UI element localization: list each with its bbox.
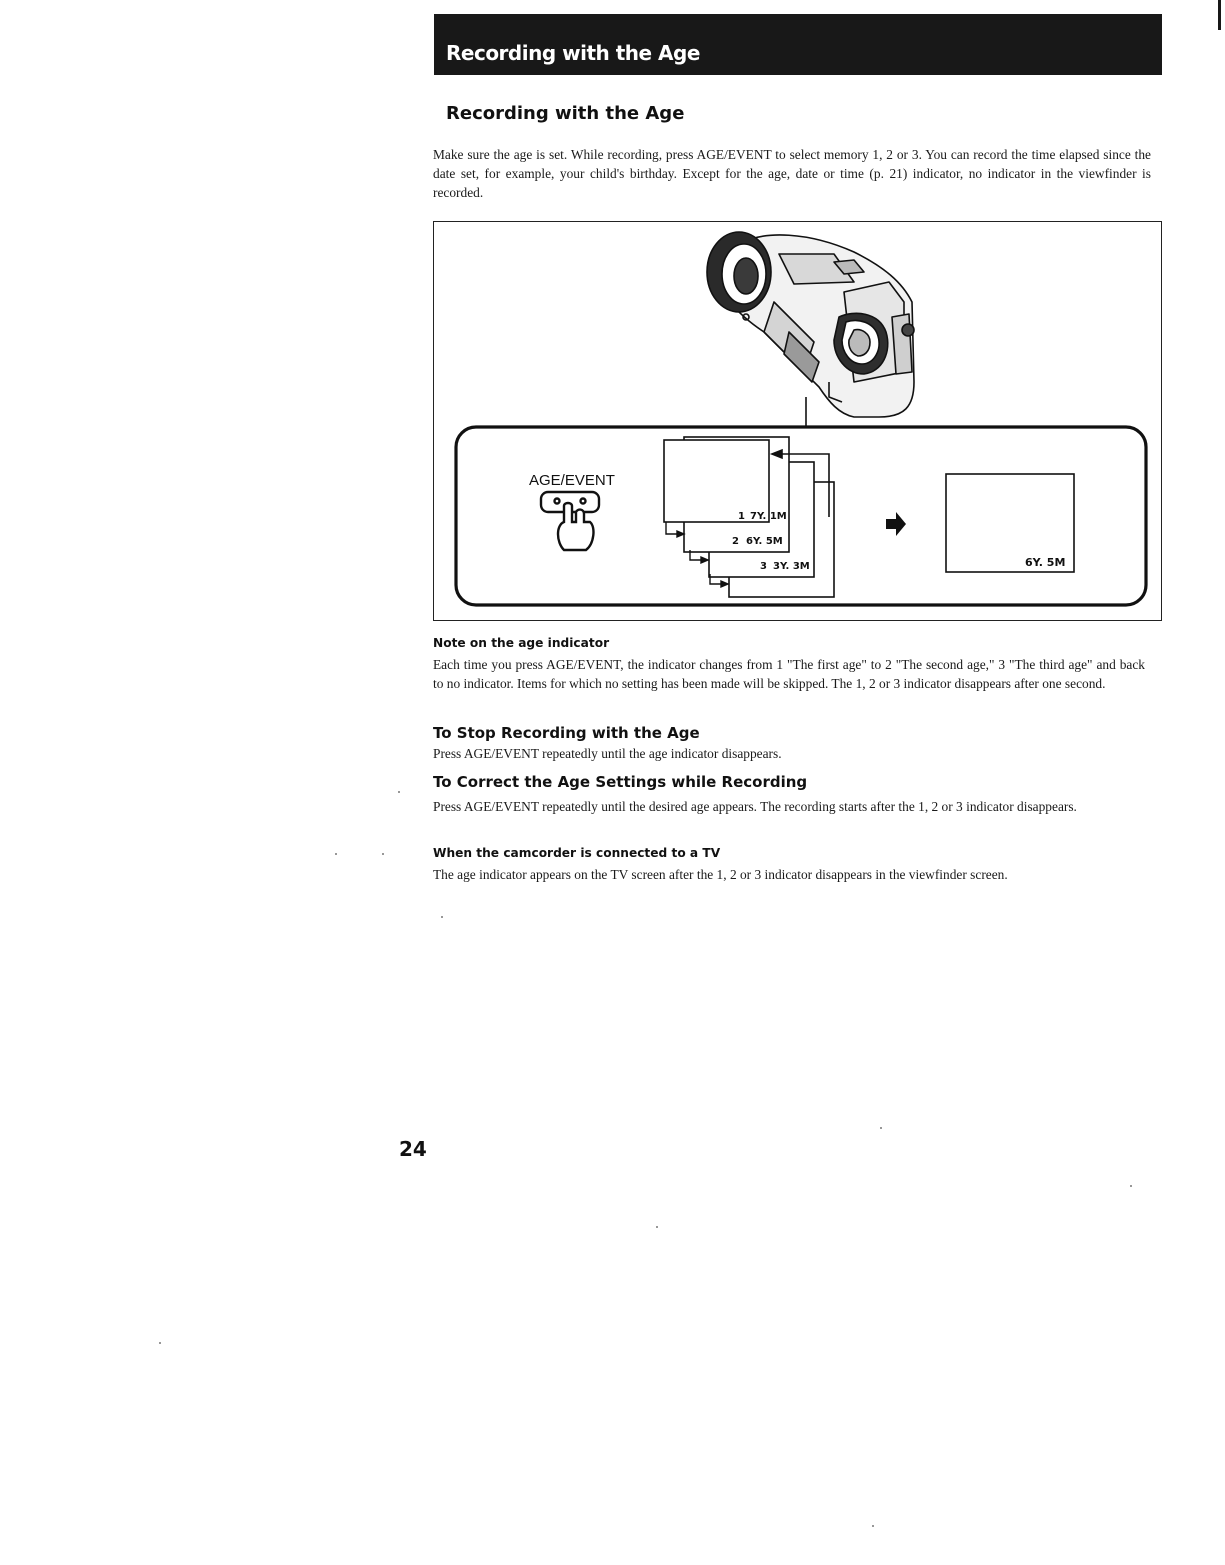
scan-speck: [159, 1342, 161, 1344]
stop-heading: To Stop Recording with the Age: [433, 724, 700, 742]
banner-title: Recording with the Age: [446, 41, 700, 65]
scan-speck: [398, 791, 400, 793]
screen-3-number: 3: [760, 561, 767, 572]
scan-speck: [1130, 1185, 1132, 1187]
tv-heading: When the camcorder is connected to a TV: [433, 846, 721, 860]
scan-speck: [382, 853, 384, 855]
scan-speck: [656, 1226, 658, 1228]
stop-text: Press AGE/EVENT repeatedly until the age indicator disappears.: [433, 746, 782, 761]
screen-2-number: 2: [732, 536, 739, 547]
correct-text: Press AGE/EVENT repeatedly until the desired age appears. The recording starts after the 1, 2 or 3 indicator disappears.: [433, 799, 1077, 814]
scan-speck: [872, 1525, 874, 1527]
screen-1-number: 1: [738, 511, 745, 522]
result-value: 6Y. 5M: [1025, 556, 1066, 569]
screen-1-value: 7Y. 1M: [750, 511, 787, 522]
tv-text: The age indicator appears on the TV screen after the 1, 2 or 3 indicator disappears in the viewfinder screen.: [433, 867, 1008, 882]
section-title: Recording with the Age: [446, 103, 685, 124]
scan-speck: [880, 1127, 882, 1129]
intro-paragraph: Make sure the age is set. While recording, press AGE/EVENT to select memory 1, 2 or 3. You can record the time elapsed since the date set, for example, your child's birthday. Except for the age, date or time (p. 21) indicator, no indicator in the viewfinder is recorded.: [433, 147, 1151, 200]
screen-2-value: 6Y. 5M: [746, 536, 783, 547]
scan-speck: [335, 853, 337, 855]
scan-speck: [441, 916, 443, 918]
finger-press-icon: [541, 492, 599, 550]
page-edge-mark: [1218, 0, 1221, 30]
camcorder-illustration: [707, 232, 914, 427]
age-event-label: AGE/EVENT: [529, 472, 615, 489]
illustration-figure: [433, 221, 1162, 621]
memory-screen-1: [664, 440, 769, 522]
screen-3-value: 3Y. 3M: [773, 561, 810, 572]
note-text: Each time you press AGE/EVENT, the indicator changes from 1 "The first age" to 2 "The second age," 3 "The third age" and back to no indicator. Items for which no setting has been made will be skipped. The 1, 2 or 3 indicator disappears after one second.: [433, 657, 1145, 691]
note-heading: Note on the age indicator: [433, 636, 610, 650]
illustration-svg: [434, 222, 1163, 622]
right-arrow-icon: [886, 512, 906, 536]
memory-screens: [664, 437, 834, 597]
correct-heading: To Correct the Age Settings while Recording: [433, 773, 808, 791]
page-number: 24: [399, 1137, 427, 1161]
header-banner: [434, 14, 1162, 75]
